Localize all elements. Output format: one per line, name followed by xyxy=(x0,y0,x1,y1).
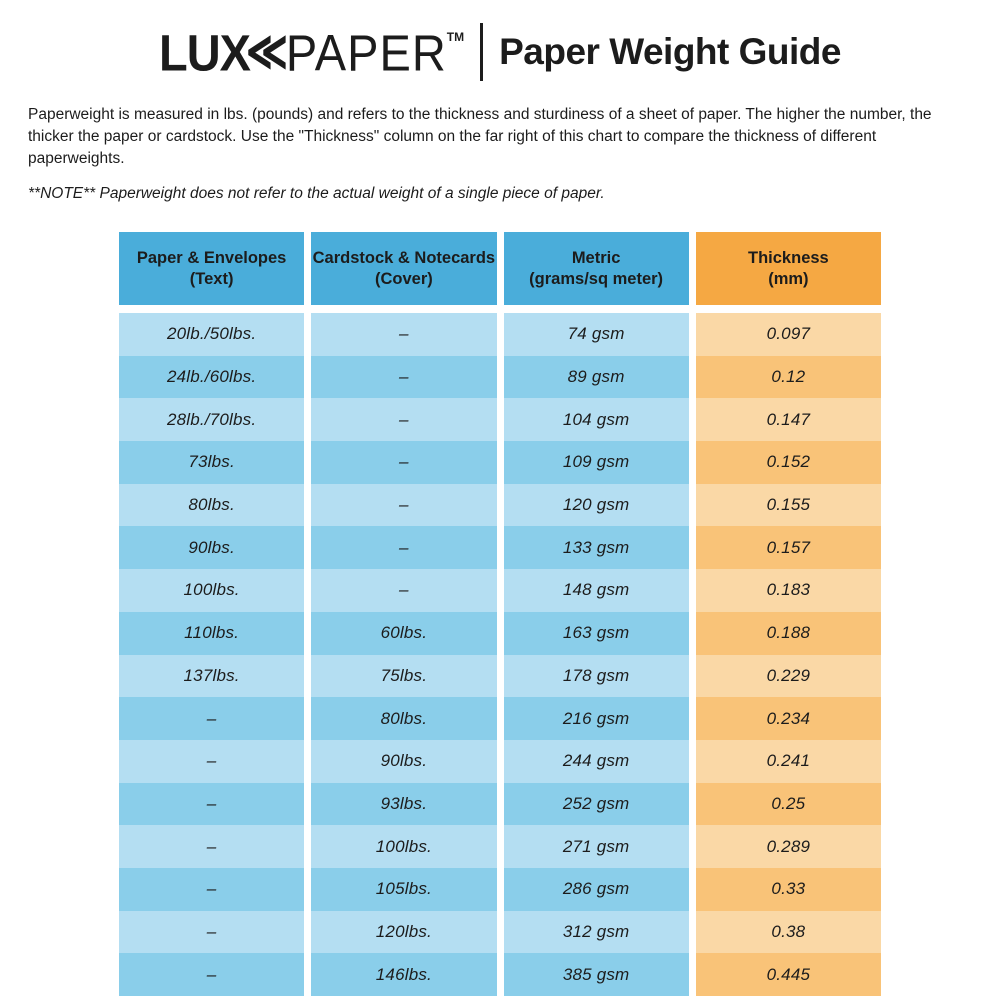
cell-metric: 244 gsm xyxy=(504,740,689,783)
cell-paper: – xyxy=(119,740,304,783)
cell-metric: 252 gsm xyxy=(504,783,689,826)
column-header-label: Cardstock & Notecards xyxy=(312,248,496,267)
cell-metric: 286 gsm xyxy=(504,868,689,911)
cell-thickness: 0.183 xyxy=(696,569,881,612)
cell-paper: – xyxy=(119,697,304,740)
cell-paper: – xyxy=(119,911,304,954)
cell-cardstock: – xyxy=(311,356,496,399)
cell-thickness: 0.25 xyxy=(696,783,881,826)
table-header-row xyxy=(119,232,881,305)
column-header-metric xyxy=(504,232,689,305)
cell-cardstock: 93lbs. xyxy=(311,783,496,826)
cell-cardstock: 90lbs. xyxy=(311,740,496,783)
cell-cardstock: – xyxy=(311,398,496,441)
cell-cardstock: – xyxy=(311,484,496,527)
table-row xyxy=(119,484,881,527)
cell-thickness: 0.38 xyxy=(696,911,881,954)
column-header-cardstock-notecards xyxy=(311,232,496,305)
cell-cardstock: 120lbs. xyxy=(311,911,496,954)
cell-metric: 89 gsm xyxy=(504,356,689,399)
table-row xyxy=(119,569,881,612)
cell-cardstock: 60lbs. xyxy=(311,612,496,655)
cell-thickness: 0.229 xyxy=(696,655,881,698)
table-row xyxy=(119,441,881,484)
logo-paper-text: PAPER xyxy=(285,23,447,81)
logo-lux-text: LUX xyxy=(159,23,251,81)
cell-metric: 163 gsm xyxy=(504,612,689,655)
column-header-sublabel: (mm) xyxy=(768,269,809,288)
brand-logo xyxy=(159,22,465,82)
paper-weight-table xyxy=(119,232,881,996)
cell-paper: 80lbs. xyxy=(119,484,304,527)
table-row xyxy=(119,911,881,954)
table-row xyxy=(119,612,881,655)
column-header-paper-envelopes xyxy=(119,232,304,305)
brand-header xyxy=(0,20,1000,84)
cell-paper: – xyxy=(119,783,304,826)
cell-cardstock: – xyxy=(311,569,496,612)
cell-cardstock: – xyxy=(311,526,496,569)
note-text: **NOTE** Paperweight does not refer to the actual weight of a single piece of paper. xyxy=(28,185,605,202)
column-header-sublabel: (grams/sq meter) xyxy=(529,269,664,288)
cell-metric: 216 gsm xyxy=(504,697,689,740)
cell-thickness: 0.241 xyxy=(696,740,881,783)
cell-thickness: 0.289 xyxy=(696,825,881,868)
cell-thickness: 0.188 xyxy=(696,612,881,655)
cell-paper: 24lb./60lbs. xyxy=(119,356,304,399)
trademark-symbol: TM xyxy=(446,29,465,44)
cell-metric: 178 gsm xyxy=(504,655,689,698)
cell-metric: 120 gsm xyxy=(504,484,689,527)
cell-thickness: 0.147 xyxy=(696,398,881,441)
cell-cardstock: – xyxy=(311,441,496,484)
table-row xyxy=(119,697,881,740)
cell-paper: 137lbs. xyxy=(119,655,304,698)
column-header-thickness xyxy=(696,232,881,305)
cell-thickness: 0.33 xyxy=(696,868,881,911)
column-header-label: Thickness xyxy=(748,248,829,267)
cell-thickness: 0.097 xyxy=(696,313,881,356)
table-row xyxy=(119,783,881,826)
cell-metric: 312 gsm xyxy=(504,911,689,954)
cell-paper: 90lbs. xyxy=(119,526,304,569)
cell-metric: 133 gsm xyxy=(504,526,689,569)
header-divider xyxy=(480,23,483,81)
cell-cardstock: 100lbs. xyxy=(311,825,496,868)
table-row xyxy=(119,868,881,911)
table-body xyxy=(119,313,881,996)
table-row xyxy=(119,398,881,441)
cell-metric: 104 gsm xyxy=(504,398,689,441)
cell-paper: 28lb./70lbs. xyxy=(119,398,304,441)
column-header-label: Metric xyxy=(571,248,621,267)
cell-paper: – xyxy=(119,953,304,996)
cell-thickness: 0.12 xyxy=(696,356,881,399)
cell-cardstock: – xyxy=(311,313,496,356)
cell-thickness: 0.157 xyxy=(696,526,881,569)
table-row xyxy=(119,356,881,399)
cell-metric: 271 gsm xyxy=(504,825,689,868)
page-title: Paper Weight Guide xyxy=(499,31,841,72)
table-row xyxy=(119,313,881,356)
table-row xyxy=(119,655,881,698)
logo-chevron-icon: ≪ xyxy=(246,22,288,82)
table-row xyxy=(119,526,881,569)
cell-cardstock: 75lbs. xyxy=(311,655,496,698)
cell-metric: 109 gsm xyxy=(504,441,689,484)
cell-paper: 110lbs. xyxy=(119,612,304,655)
table-row xyxy=(119,825,881,868)
cell-cardstock: 80lbs. xyxy=(311,697,496,740)
cell-thickness: 0.445 xyxy=(696,953,881,996)
cell-paper: – xyxy=(119,825,304,868)
cell-paper: – xyxy=(119,868,304,911)
column-header-label: Paper & Envelopes xyxy=(136,248,287,267)
cell-metric: 148 gsm xyxy=(504,569,689,612)
intro-paragraph: Paperweight is measured in lbs. (pounds) and refers to the thickness and sturdiness of a sheet of paper. The higher the number, the thicker the paper or cardstock. Use the "Thickness" column on the far right of this chart to compare the thickness of different paperweights. xyxy=(28,106,932,167)
cell-metric: 74 gsm xyxy=(504,313,689,356)
cell-paper: 20lb./50lbs. xyxy=(119,313,304,356)
cell-cardstock: 146lbs. xyxy=(311,953,496,996)
cell-thickness: 0.234 xyxy=(696,697,881,740)
column-header-sublabel: (Cover) xyxy=(374,269,433,288)
cell-paper: 73lbs. xyxy=(119,441,304,484)
cell-thickness: 0.155 xyxy=(696,484,881,527)
cell-metric: 385 gsm xyxy=(504,953,689,996)
table-row xyxy=(119,740,881,783)
column-header-sublabel: (Text) xyxy=(189,269,234,288)
cell-thickness: 0.152 xyxy=(696,441,881,484)
cell-paper: 100lbs. xyxy=(119,569,304,612)
cell-cardstock: 105lbs. xyxy=(311,868,496,911)
table-row xyxy=(119,953,881,996)
